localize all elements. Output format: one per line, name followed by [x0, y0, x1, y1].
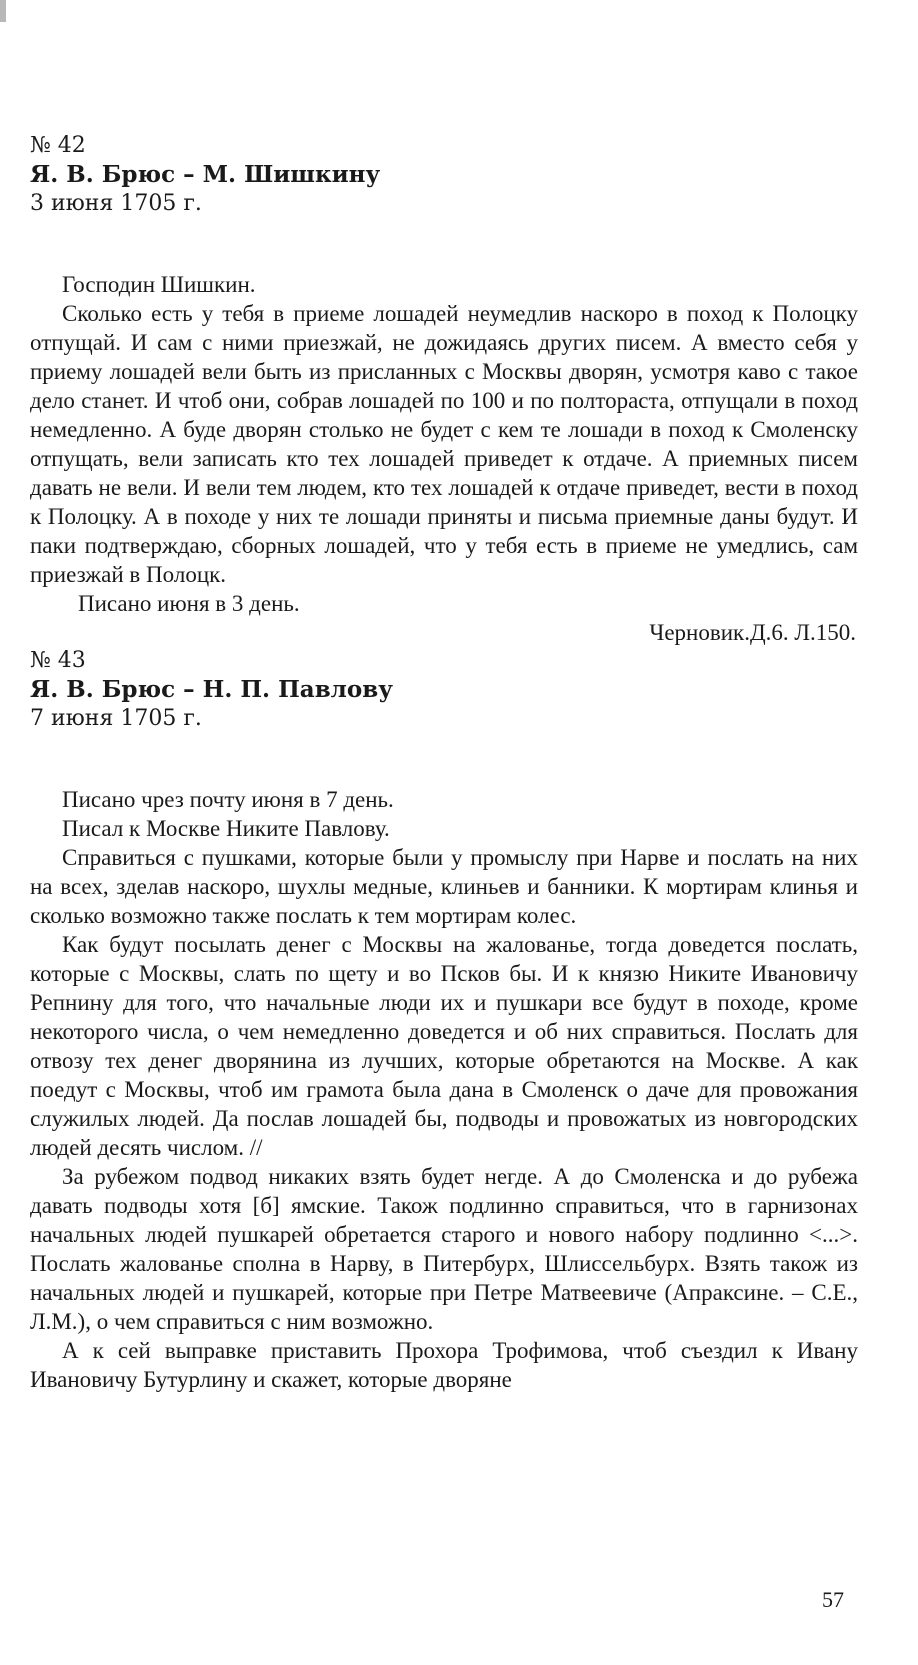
document-date: 7 июня 1705 г.	[30, 706, 202, 731]
document-title: Я. В. Брюс – М. Шишкину	[30, 161, 381, 188]
paragraph: За рубежом подвод никаких взять будет негде. А до Смоленска и до рубежа давать подводы хотя [б] ямские. Також подлинно справиться, что в гарнизонах начальных людей пушкарей обретается старого и нового набору подлинно <...>. Послать жалованье сполна в Нарву, в Питербурх, Шлиссельбурх. Взять також из начальных людей и пушкарей, которые при Петре Матвеевиче (Апраксине. – С.Е., Л.М.), о чем справиться с ним возможно.	[30, 1164, 858, 1334]
paragraph: Как будут посылать денег с Москвы на жалованье, тогда доведется послать, которые с Москвы, слать по щету и во Псков бы. И к князю Никите Ивановичу Репнину для того, что начальные люди их и пушкари все будут в походе, кроме некоторого числа, о чем немедленно доведется и об них справиться. Послать для отвозу тех денег дворянина из лучших, которые обретаются на Москве. А как поедут с Москвы, чтоб им грамота была дана в Смоленск о даче для провожания служилых людей. Да послав лошадей бы, подводы и провожатых из новгородских людей десять числом. //	[30, 932, 858, 1160]
spacer	[30, 733, 858, 785]
scan-edge-mark	[0, 0, 6, 22]
document-number: № 42	[30, 133, 86, 158]
paragraph-body: Сколько есть у тебя в приеме лошадей неумедлив наскоро в поход к Полоцку отпущай. И сам с ними приезжай, не дожидаясь других писем. А вместо себя у приему лошадей вели быть из присланных с Москвы дворян, усмотря каво с такое дело станет. И чтоб они, собрав лошадей по 100 и по полтораста, отпущали в поход немедленно. А буде дворян столько не будет с кем те лошади в поход к Смоленску отпущать, вели записать кто тех лошадей приведет к отдаче. А приемных писем давать не вели. И вели тем людем, кто тех лошадей к отдаче приведет, вести в поход к Полоцку. А в походе у них те лошади приняты и письма приемные даны будут. И паки подтверждаю, сборных лошадей, что у тебя есть в приеме не умедлись, сам приезжай в Полоцк.	[30, 301, 858, 587]
page-number: 57	[822, 1587, 844, 1612]
spacer	[30, 218, 858, 270]
document-42	[30, 132, 858, 647]
paragraph: Писал к Москве Никите Павлову.	[62, 816, 390, 841]
archival-source: Черновик.Д.6. Л.150.	[649, 620, 856, 645]
paragraph-salutation: Господин Шишкин.	[62, 272, 256, 297]
document-43	[30, 647, 858, 1394]
paragraph-closing: Писано июня в 3 день.	[78, 591, 300, 616]
paragraph: А к сей выправке приставить Прохора Трофимова, чтоб съездил к Ивану Ивановичу Бутурлину и скажет, которые дворяне	[30, 1338, 858, 1392]
paragraph: Писано чрез почту июня в 7 день.	[62, 787, 394, 812]
document-date: 3 июня 1705 г.	[30, 191, 202, 216]
document-page	[30, 132, 858, 1394]
document-title: Я. В. Брюс – Н. П. Павлову	[30, 676, 393, 703]
document-number: № 43	[30, 648, 86, 673]
paragraph: Справиться с пушками, которые были у промыслу при Нарве и послать на них на всех, зделав наскоро, шухлы медные, клиньев и банники. К мортирам клинья и сколько возможно также послать к тем мортирам колес.	[30, 845, 858, 928]
